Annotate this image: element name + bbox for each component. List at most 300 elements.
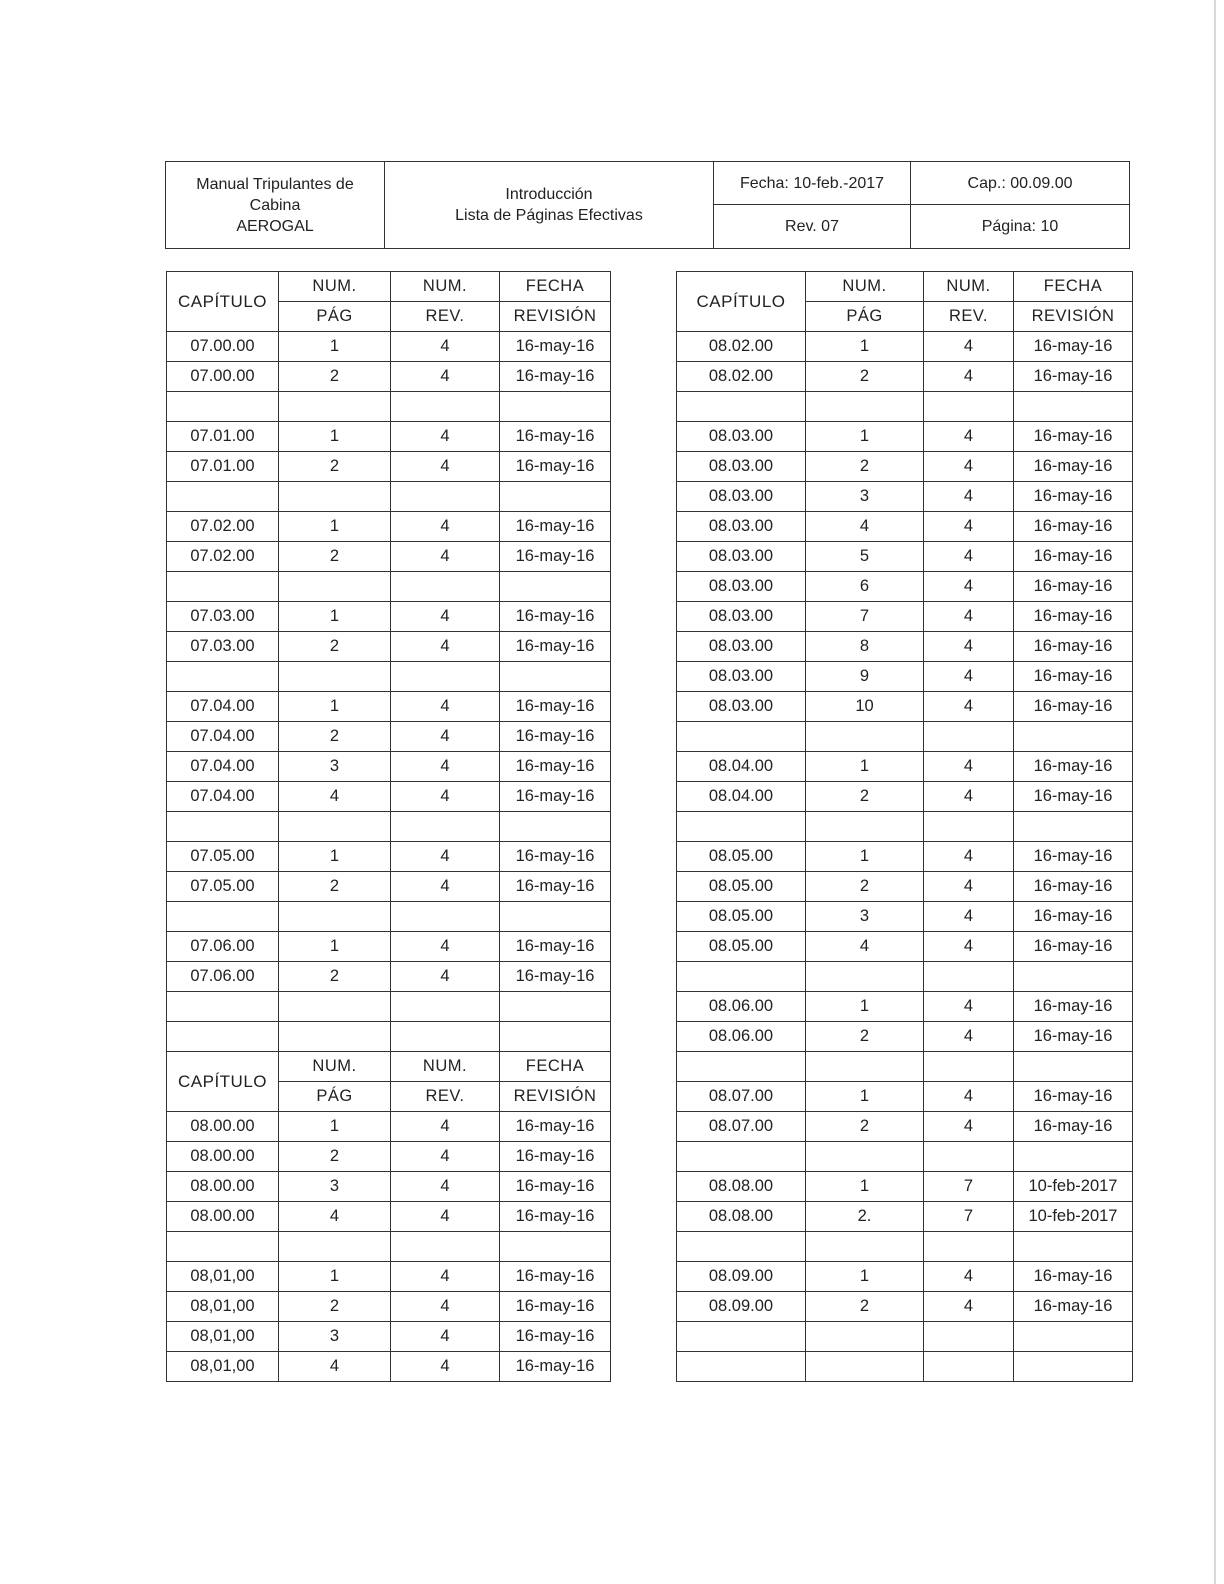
capitulo-cell: 08.00.00: [167, 1112, 279, 1142]
pag-header: PÁG: [279, 302, 391, 332]
fecha-cell: 16-may-16: [500, 782, 611, 812]
fecha-cell: 10-feb-2017: [1014, 1202, 1133, 1232]
capitulo-cell: 07.06.00: [167, 932, 279, 962]
fecha-cell: [1014, 392, 1133, 422]
capitulo-cell: [677, 1052, 806, 1082]
rev-cell: 4: [924, 782, 1014, 812]
left-inner-column-header-row: [167, 1052, 611, 1082]
capitulo-cell: 08.05.00: [677, 842, 806, 872]
rev-cell: [924, 392, 1014, 422]
capitulo-cell: [677, 1142, 806, 1172]
num-rev-header: NUM.: [391, 272, 500, 302]
capitulo-cell: [167, 482, 279, 512]
left-column-header-row: [167, 272, 611, 302]
table-row: [677, 482, 1133, 512]
rev-header: REV.: [391, 302, 500, 332]
pag-cell: [806, 392, 924, 422]
manual-title-line3: AEROGAL: [236, 217, 314, 235]
rev-cell: 4: [924, 1262, 1014, 1292]
table-row: [677, 1022, 1133, 1052]
pag-cell: 7: [806, 602, 924, 632]
fecha-cell: [500, 1232, 611, 1262]
right-column-header-row: [677, 272, 1133, 302]
capitulo-cell: [167, 992, 279, 1022]
capitulo-cell: 08.09.00: [677, 1262, 806, 1292]
pag-cell: 1: [279, 422, 391, 452]
table-row: [677, 902, 1133, 932]
capitulo-cell: 08.02.00: [677, 332, 806, 362]
revision-header: REVISIÓN: [500, 302, 611, 332]
table-row: [167, 782, 611, 812]
fecha-cell: [1014, 1232, 1133, 1262]
table-row: [677, 422, 1133, 452]
table-row: [167, 602, 611, 632]
capitulo-cell: 07.01.00: [167, 422, 279, 452]
table-row: [677, 362, 1133, 392]
rev-cell: 4: [924, 542, 1014, 572]
rev-cell: 4: [924, 452, 1014, 482]
capitulo-cell: [677, 1232, 806, 1262]
pag-cell: 1: [806, 1172, 924, 1202]
section-title-line1: Introducción: [505, 186, 593, 203]
table-row: [677, 1262, 1133, 1292]
table-row: [167, 632, 611, 662]
pag-cell: 2: [279, 452, 391, 482]
blank-row: [677, 722, 1133, 752]
fecha-cell: 16-may-16: [500, 452, 611, 482]
rev-cell: 4: [391, 362, 500, 392]
blank-row: [167, 392, 611, 422]
pag-cell: [279, 1232, 391, 1262]
table-row: [167, 722, 611, 752]
pag-cell: [806, 1322, 924, 1352]
table-row: [167, 872, 611, 902]
table-row: [677, 932, 1133, 962]
capitulo-cell: 07.02.00: [167, 512, 279, 542]
capitulo-cell: 07.04.00: [167, 692, 279, 722]
rev-cell: 4: [391, 1292, 500, 1322]
fecha-cell: 16-may-16: [1014, 932, 1133, 962]
pag-cell: 2: [806, 1292, 924, 1322]
pag-cell: 2: [279, 1142, 391, 1172]
capitulo-cell: [677, 1352, 806, 1382]
table-row: [167, 1262, 611, 1292]
num-pag-header: NUM.: [279, 1052, 391, 1082]
pag-cell: 10: [806, 692, 924, 722]
table-row: [167, 1112, 611, 1142]
rev-cell: 4: [924, 932, 1014, 962]
capitulo-cell: 08.08.00: [677, 1172, 806, 1202]
table-row: [167, 932, 611, 962]
blank-row: [167, 902, 611, 932]
fecha-cell: 16-may-16: [1014, 752, 1133, 782]
capitulo-cell: [677, 962, 806, 992]
fecha-cell: 16-may-16: [500, 422, 611, 452]
fecha-cell: [1014, 1322, 1133, 1352]
num-rev-header: NUM.: [391, 1052, 500, 1082]
rev-cell: 4: [391, 722, 500, 752]
table-row: [167, 542, 611, 572]
right-pages-table: [676, 271, 1133, 1382]
capitulo-cell: 08.03.00: [677, 422, 806, 452]
rev-cell: [391, 992, 500, 1022]
pag-cell: 2.: [806, 1202, 924, 1232]
capitulo-cell: [167, 1022, 279, 1052]
capitulo-cell: 08.04.00: [677, 782, 806, 812]
capitulo-cell: 08.03.00: [677, 632, 806, 662]
rev-cell: 7: [924, 1202, 1014, 1232]
rev-cell: 4: [391, 782, 500, 812]
capitulo-cell: [167, 662, 279, 692]
fecha-cell: [500, 812, 611, 842]
blank-row: [677, 1232, 1133, 1262]
table-row: [167, 1202, 611, 1232]
capitulo-cell: 07.05.00: [167, 842, 279, 872]
table-row: [677, 662, 1133, 692]
rev-cell: 4: [391, 1262, 500, 1292]
rev-header: REV.: [391, 1082, 500, 1112]
rev-cell: [924, 1232, 1014, 1262]
rev-cell: 4: [391, 1172, 500, 1202]
pag-cell: 2: [279, 362, 391, 392]
capitulo-cell: 08.05.00: [677, 932, 806, 962]
rev-cell: 4: [924, 362, 1014, 392]
capitulo-cell: [677, 392, 806, 422]
rev-cell: 7: [924, 1172, 1014, 1202]
capitulo-cell: [167, 812, 279, 842]
rev-cell: 4: [391, 752, 500, 782]
rev-cell: 4: [924, 1082, 1014, 1112]
blank-row: [167, 992, 611, 1022]
capitulo-cell: 08.03.00: [677, 512, 806, 542]
capitulo-cell: [677, 812, 806, 842]
pag-cell: [806, 1352, 924, 1382]
rev-cell: [924, 1352, 1014, 1382]
fecha-cell: [1014, 1142, 1133, 1172]
fecha-header: FECHA: [500, 1052, 611, 1082]
pag-header: PÁG: [279, 1082, 391, 1112]
blank-row: [677, 1322, 1133, 1352]
fecha-cell: 16-may-16: [500, 872, 611, 902]
blank-row: [677, 1352, 1133, 1382]
pag-cell: 4: [806, 932, 924, 962]
capitulo-cell: 08.00.00: [167, 1202, 279, 1232]
rev-header: REV.: [924, 302, 1014, 332]
fecha-cell: 16-may-16: [500, 1352, 611, 1382]
pag-cell: 2: [279, 542, 391, 572]
capitulo-cell: 07.02.00: [167, 542, 279, 572]
rev-cell: 4: [924, 482, 1014, 512]
chapter-cell: Cap.: 00.09.00: [911, 162, 1129, 205]
rev-cell: 4: [391, 602, 500, 632]
table-row: [167, 1292, 611, 1322]
fecha-cell: [1014, 1352, 1133, 1382]
table-row: [677, 602, 1133, 632]
table-row: [167, 512, 611, 542]
pag-cell: 2: [806, 362, 924, 392]
fecha-cell: 16-may-16: [1014, 482, 1133, 512]
fecha-cell: 16-may-16: [1014, 332, 1133, 362]
revision-cell: Rev. 07: [714, 205, 911, 248]
table-row: [677, 1172, 1133, 1202]
fecha-cell: 16-may-16: [500, 1262, 611, 1292]
fecha-cell: 10-feb-2017: [1014, 1172, 1133, 1202]
fecha-cell: 16-may-16: [1014, 542, 1133, 572]
fecha-header: FECHA: [500, 272, 611, 302]
manual-title-line1: Manual Tripulantes de: [196, 175, 354, 193]
pag-cell: 1: [806, 1082, 924, 1112]
rev-cell: [391, 812, 500, 842]
rev-cell: 4: [391, 1322, 500, 1352]
fecha-cell: [500, 902, 611, 932]
pag-cell: 6: [806, 572, 924, 602]
fecha-cell: 16-may-16: [1014, 512, 1133, 542]
pag-cell: 2: [279, 632, 391, 662]
table-row: [677, 632, 1133, 662]
capitulo-cell: 08.07.00: [677, 1112, 806, 1142]
pag-cell: 4: [806, 512, 924, 542]
fecha-cell: 16-may-16: [1014, 902, 1133, 932]
blank-row: [167, 1232, 611, 1262]
rev-cell: 4: [391, 332, 500, 362]
capitulo-cell: 08,01,00: [167, 1352, 279, 1382]
pag-cell: 2: [279, 872, 391, 902]
fecha-cell: 16-may-16: [1014, 1292, 1133, 1322]
fecha-cell: 16-may-16: [500, 542, 611, 572]
blank-row: [677, 962, 1133, 992]
rev-cell: 4: [924, 872, 1014, 902]
pag-header: PÁG: [806, 302, 924, 332]
fecha-cell: 16-may-16: [500, 842, 611, 872]
capitulo-cell: 08.03.00: [677, 662, 806, 692]
fecha-cell: 16-may-16: [1014, 1262, 1133, 1292]
pag-cell: 1: [279, 602, 391, 632]
pag-cell: 1: [279, 932, 391, 962]
rev-cell: 4: [391, 512, 500, 542]
fecha-cell: 16-may-16: [1014, 452, 1133, 482]
pag-cell: [279, 812, 391, 842]
pag-cell: [279, 482, 391, 512]
capitulo-cell: 08.07.00: [677, 1082, 806, 1112]
fecha-cell: 16-may-16: [1014, 362, 1133, 392]
section-title-line2: Lista de Páginas Efectivas: [455, 207, 643, 224]
pag-cell: [279, 392, 391, 422]
pag-cell: [806, 1142, 924, 1172]
capitulo-cell: 08.03.00: [677, 452, 806, 482]
rev-cell: 4: [391, 1352, 500, 1382]
capitulo-cell: 08.04.00: [677, 752, 806, 782]
fecha-cell: 16-may-16: [1014, 632, 1133, 662]
table-row: [677, 1112, 1133, 1142]
table-row: [167, 842, 611, 872]
capitulo-cell: 08.03.00: [677, 572, 806, 602]
table-row: [167, 452, 611, 482]
fecha-cell: [500, 572, 611, 602]
rev-cell: 4: [924, 1112, 1014, 1142]
pag-cell: 1: [279, 842, 391, 872]
capitulo-cell: 08.00.00: [167, 1172, 279, 1202]
capitulo-cell: [167, 392, 279, 422]
fecha-cell: [1014, 722, 1133, 752]
blank-row: [167, 1022, 611, 1052]
rev-cell: [391, 1022, 500, 1052]
fecha-cell: [500, 992, 611, 1022]
manual-title-cell: [166, 162, 385, 248]
fecha-cell: 16-may-16: [500, 362, 611, 392]
rev-cell: 4: [924, 992, 1014, 1022]
fecha-cell: [500, 1022, 611, 1052]
blank-row: [167, 662, 611, 692]
fecha-cell: 16-may-16: [500, 962, 611, 992]
capitulo-cell: 08.03.00: [677, 692, 806, 722]
table-row: [167, 1322, 611, 1352]
fecha-cell: 16-may-16: [500, 512, 611, 542]
rev-cell: 4: [924, 422, 1014, 452]
table-row: [167, 692, 611, 722]
left-pages-table: [166, 271, 611, 1382]
pag-cell: 1: [806, 1262, 924, 1292]
section-title-cell: [385, 162, 714, 248]
rev-cell: 4: [391, 452, 500, 482]
rev-cell: 4: [924, 662, 1014, 692]
pag-cell: [279, 992, 391, 1022]
rev-cell: 4: [924, 512, 1014, 542]
blank-row: [167, 482, 611, 512]
document-header: [165, 161, 1130, 249]
capitulo-cell: 08,01,00: [167, 1322, 279, 1352]
fecha-cell: [500, 482, 611, 512]
rev-cell: 4: [391, 962, 500, 992]
capitulo-cell: 08,01,00: [167, 1292, 279, 1322]
rev-cell: [924, 1322, 1014, 1352]
pag-cell: [806, 962, 924, 992]
table-row: [167, 362, 611, 392]
table-row: [677, 992, 1133, 1022]
capitulo-header: CAPÍTULO: [677, 272, 806, 332]
capitulo-cell: 07.03.00: [167, 602, 279, 632]
rev-cell: 4: [391, 692, 500, 722]
table-row: [677, 542, 1133, 572]
rev-cell: [391, 572, 500, 602]
pag-cell: [279, 572, 391, 602]
rev-cell: 4: [391, 632, 500, 662]
capitulo-cell: [677, 722, 806, 752]
capitulo-cell: [167, 572, 279, 602]
rev-cell: 4: [924, 692, 1014, 722]
pag-cell: 2: [806, 1112, 924, 1142]
capitulo-cell: 08,01,00: [167, 1262, 279, 1292]
fecha-cell: 16-may-16: [1014, 572, 1133, 602]
fecha-cell: [1014, 962, 1133, 992]
table-row: [167, 752, 611, 782]
pag-cell: 2: [806, 452, 924, 482]
rev-cell: [924, 722, 1014, 752]
table-row: [677, 452, 1133, 482]
rev-cell: 4: [391, 542, 500, 572]
blank-row: [677, 1142, 1133, 1172]
capitulo-cell: 07.05.00: [167, 872, 279, 902]
capitulo-cell: 07.06.00: [167, 962, 279, 992]
pag-cell: 9: [806, 662, 924, 692]
page-number-cell: Página: 10: [981, 218, 1059, 235]
rev-cell: 4: [924, 332, 1014, 362]
rev-cell: [391, 902, 500, 932]
fecha-cell: 16-may-16: [1014, 662, 1133, 692]
revision-header: REVISIÓN: [500, 1082, 611, 1112]
table-row: [677, 872, 1133, 902]
table-row: [167, 332, 611, 362]
fecha-cell: 16-may-16: [500, 632, 611, 662]
pag-cell: 1: [806, 842, 924, 872]
fecha-cell: 16-may-16: [1014, 602, 1133, 632]
fecha-cell: 16-may-16: [1014, 872, 1133, 902]
fecha-cell: 16-may-16: [500, 932, 611, 962]
rev-cell: 4: [924, 632, 1014, 662]
fecha-header: FECHA: [1014, 272, 1133, 302]
rev-cell: 4: [924, 1292, 1014, 1322]
capitulo-cell: [167, 1232, 279, 1262]
capitulo-cell: 08.03.00: [677, 602, 806, 632]
manual-title-line2: Cabina: [249, 196, 301, 214]
rev-cell: 4: [391, 422, 500, 452]
pag-cell: 3: [279, 1322, 391, 1352]
pag-cell: 1: [279, 692, 391, 722]
capitulo-header: CAPÍTULO: [167, 272, 279, 332]
rev-cell: [391, 1232, 500, 1262]
pag-cell: 3: [279, 1172, 391, 1202]
rev-cell: [391, 662, 500, 692]
fecha-cell: 16-may-16: [1014, 992, 1133, 1022]
pag-cell: 1: [279, 512, 391, 542]
table-row: [677, 782, 1133, 812]
blank-row: [677, 812, 1133, 842]
rev-cell: 4: [924, 752, 1014, 782]
capitulo-cell: 07.04.00: [167, 782, 279, 812]
fecha-cell: 16-may-16: [1014, 1112, 1133, 1142]
table-row: [167, 1172, 611, 1202]
rev-cell: 4: [391, 1202, 500, 1232]
rev-cell: 4: [391, 842, 500, 872]
rev-cell: 4: [391, 932, 500, 962]
table-row: [677, 332, 1133, 362]
pag-cell: 4: [279, 1352, 391, 1382]
pag-cell: 4: [279, 782, 391, 812]
blank-row: [677, 1052, 1133, 1082]
capitulo-cell: 08.08.00: [677, 1202, 806, 1232]
fecha-cell: [1014, 812, 1133, 842]
num-pag-header: NUM.: [279, 272, 391, 302]
fecha-cell: [1014, 1052, 1133, 1082]
rev-cell: 4: [924, 842, 1014, 872]
page-edge-shadow: [1214, 0, 1216, 1584]
fecha-cell: [500, 662, 611, 692]
fecha-cell: 16-may-16: [500, 1322, 611, 1352]
capitulo-cell: 08.05.00: [677, 902, 806, 932]
blank-row: [167, 812, 611, 842]
num-pag-header: NUM.: [806, 272, 924, 302]
table-row: [677, 842, 1133, 872]
pag-cell: 8: [806, 632, 924, 662]
rev-cell: [391, 482, 500, 512]
capitulo-cell: 08.03.00: [677, 542, 806, 572]
fecha-cell: 16-may-16: [500, 602, 611, 632]
pag-cell: [806, 812, 924, 842]
fecha-cell: 16-may-16: [500, 1112, 611, 1142]
capitulo-cell: 08.09.00: [677, 1292, 806, 1322]
capitulo-cell: 08.02.00: [677, 362, 806, 392]
capitulo-cell: 08.06.00: [677, 992, 806, 1022]
fecha-cell: 16-may-16: [500, 332, 611, 362]
